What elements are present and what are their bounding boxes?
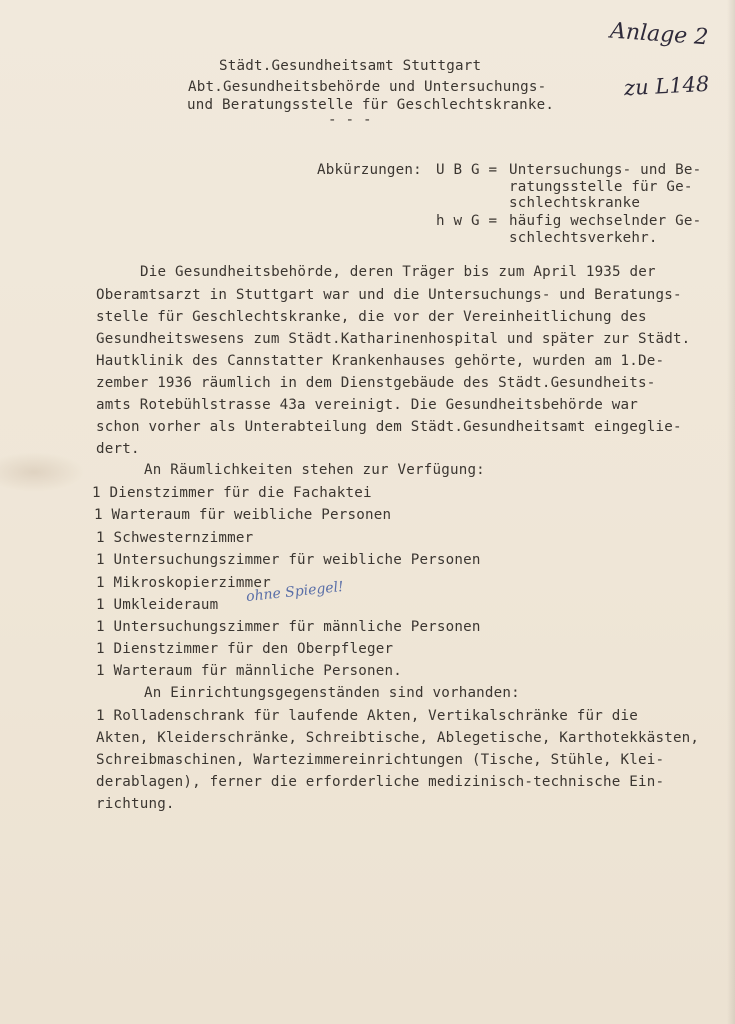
room-list-item: 1 Schwesternzimmer: [96, 530, 254, 546]
paragraph-line: Hautklinik des Cannstatter Krankenhauses gehörte, wurden am 1.De-: [96, 353, 665, 369]
paragraph-line: stelle für Geschlechtskranke, die vor der Vereinheitlichung des: [96, 309, 647, 325]
paragraph-line: Oberamtsarzt in Stuttgart war und die Untersuchungs- und Beratungs-: [96, 287, 682, 303]
handwritten-reference-note: zu L148: [623, 71, 710, 101]
paper-stain: [0, 452, 85, 492]
abbreviation-definition-line: schlechtsverkehr.: [509, 230, 658, 246]
paragraph-line: amts Rotebühlstrasse 43a vereinigt. Die Gesundheitsbehörde war: [96, 397, 638, 413]
handwritten-margin-note: ohne Spiegel!: [245, 578, 345, 606]
abbreviations-label: Abkürzungen:: [317, 162, 422, 178]
room-list-item: 1 Umkleideraum: [96, 597, 219, 613]
paragraph-line: zember 1936 räumlich in dem Dienstgebäude des Städt.Gesundheits-: [96, 375, 656, 391]
room-list-item: 1 Mikroskopierzimmer: [96, 575, 271, 591]
header-department-line1: Abt.Gesundheitsbehörde und Untersuchungs-: [188, 79, 547, 95]
paragraph-line: schon vorher als Unterabteilung dem Städt.Gesundheitsamt eingeglie-: [96, 419, 682, 435]
abbreviation-definition-line: schlechtskranke: [509, 195, 641, 211]
handwritten-attachment-note: Anlage 2: [609, 18, 710, 51]
abbreviation-code-hwg: h w G =: [436, 213, 498, 229]
furnishings-line: Schreibmaschinen, Wartezimmereinrichtungen (Tische, Stühle, Klei-: [96, 752, 665, 768]
room-list-item: 1 Untersuchungszimmer für weibliche Personen: [96, 552, 481, 568]
abbreviation-code-ubg: U B G =: [436, 162, 498, 178]
room-list-item: 1 Warteraum für männliche Personen.: [96, 663, 402, 679]
abbreviation-definition-line: ratungsstelle für Ge-: [509, 179, 693, 195]
room-list-item: 1 Dienstzimmer für die Fachaktei: [92, 485, 372, 501]
rooms-intro: An Räumlichkeiten stehen zur Verfügung:: [144, 462, 485, 478]
page-edge-shadow: [727, 0, 735, 1024]
furnishings-line: 1 Rolladenschrank für laufende Akten, Vertikalschränke für die: [96, 708, 638, 724]
paragraph-line: Gesundheitswesens zum Städt.Katharinenhospital und später zur Städt.: [96, 331, 691, 347]
header-office-name: Städt.Gesundheitsamt Stuttgart: [219, 58, 482, 74]
room-list-item: 1 Untersuchungszimmer für männliche Personen: [96, 619, 481, 635]
abbreviation-definition-line: Untersuchungs- und Be-: [509, 162, 702, 178]
paragraph-line: dert.: [96, 441, 140, 457]
furnishings-intro: An Einrichtungsgegenständen sind vorhanden:: [144, 685, 520, 701]
room-list-item: 1 Dienstzimmer für den Oberpfleger: [96, 641, 394, 657]
furnishings-line: richtung.: [96, 796, 175, 812]
abbreviation-definition-line: häufig wechselnder Ge-: [509, 213, 702, 229]
furnishings-line: Akten, Kleiderschränke, Schreibtische, Ablegetische, Karthotekkästen,: [96, 730, 700, 746]
paragraph-line: Die Gesundheitsbehörde, deren Träger bis zum April 1935 der: [140, 264, 656, 280]
room-list-item: 1 Warteraum für weibliche Personen: [94, 507, 392, 523]
header-department-line2: und Beratungsstelle für Geschlechtskranke.: [187, 97, 555, 113]
furnishings-line: derablagen), ferner die erforderliche medizinisch-technische Ein-: [96, 774, 665, 790]
header-separator: - - -: [328, 112, 372, 128]
